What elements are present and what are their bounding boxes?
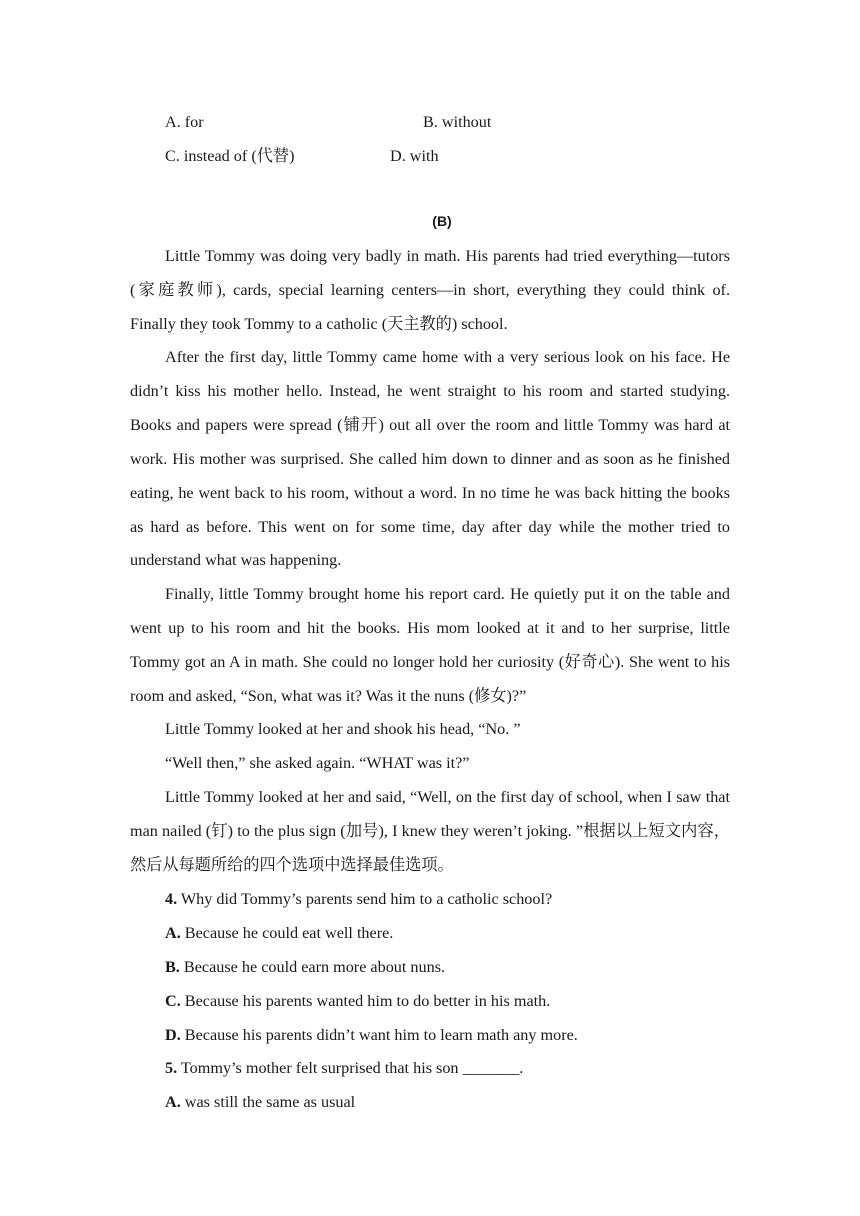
section-title: (B) — [432, 213, 452, 229]
passage-paragraph-5: “Well then,” she asked again. “WHAT was it?” — [165, 754, 470, 772]
passage-paragraph-2: After the first day, little Tommy came home with a very serious look on his face. He didn’t kiss his mother hello. Instead, he went straight to his room and started studying. Books and papers were spread (铺开) out all over the room and little Tommy was hard at work. His mother was surprised. She called him down to dinner and as soon as he finished eating, he went back to his room, without a word. In no time he was back hitting the books as hard as before. This went on for some time, day after day while the mother tried to understand what was happening. — [130, 348, 730, 570]
option-text: Because he could eat well there. — [184, 924, 394, 942]
option-text: Because his parents wanted him to do better in his math. — [184, 992, 551, 1010]
passage-paragraph-6: Little Tommy looked at her and said, “Well, on the first day of school, when I saw that man nailed (钉) to the plus sign (加号), I knew they weren’t joking. ”根据以上短文内容，然后从每题所给的四个选项中选择最佳选项。 — [130, 788, 730, 874]
option-d: D. with — [390, 147, 439, 165]
option-a: A. for — [165, 113, 204, 131]
question-5-option-a — [165, 1092, 355, 1112]
question-4 — [165, 889, 552, 909]
option-b: B. without — [423, 113, 492, 131]
option-c: C. instead of (代替) — [165, 147, 295, 165]
option-letter: A. — [165, 924, 181, 942]
option-letter: D. — [165, 1026, 181, 1044]
question-number: 4. — [165, 890, 178, 908]
question-5 — [165, 1058, 523, 1078]
question-4-option-b — [165, 957, 445, 977]
option-letter: A. — [165, 1093, 181, 1111]
passage-paragraph-4: Little Tommy looked at her and shook his head, “No. ” — [165, 720, 521, 738]
question-4-option-d — [165, 1025, 578, 1045]
option-text: Because he could earn more about nuns. — [183, 958, 446, 976]
passage-paragraph-3: Finally, little Tommy brought home his report card. He quietly put it on the table and went up to his room and hit the books. His mom looked at it and to her surprise, little Tommy got an A in math. She could no longer hold her curiosity (好奇心). She went to his room and asked, “Son, what was it? Was it the nuns (修女)?” — [130, 585, 730, 705]
option-letter: B. — [165, 958, 180, 976]
question-stem: Tommy’s mother felt surprised that his son _______. — [180, 1059, 524, 1077]
question-number: 5. — [165, 1059, 178, 1077]
option-text: was still the same as usual — [184, 1093, 356, 1111]
option-text: Because his parents didn’t want him to learn math any more. — [184, 1026, 578, 1044]
passage-paragraph-1: Little Tommy was doing very badly in math. His parents had tried everything—tutors (家庭教师), cards, special learning centers—in short, everything they could think of. Finally they took Tommy to a catholic (天主教的) school. — [130, 247, 730, 333]
option-letter: C. — [165, 992, 181, 1010]
question-stem: Why did Tommy’s parents send him to a catholic school? — [180, 890, 553, 908]
question-4-option-c — [165, 991, 550, 1011]
question-4-option-a — [165, 923, 393, 943]
